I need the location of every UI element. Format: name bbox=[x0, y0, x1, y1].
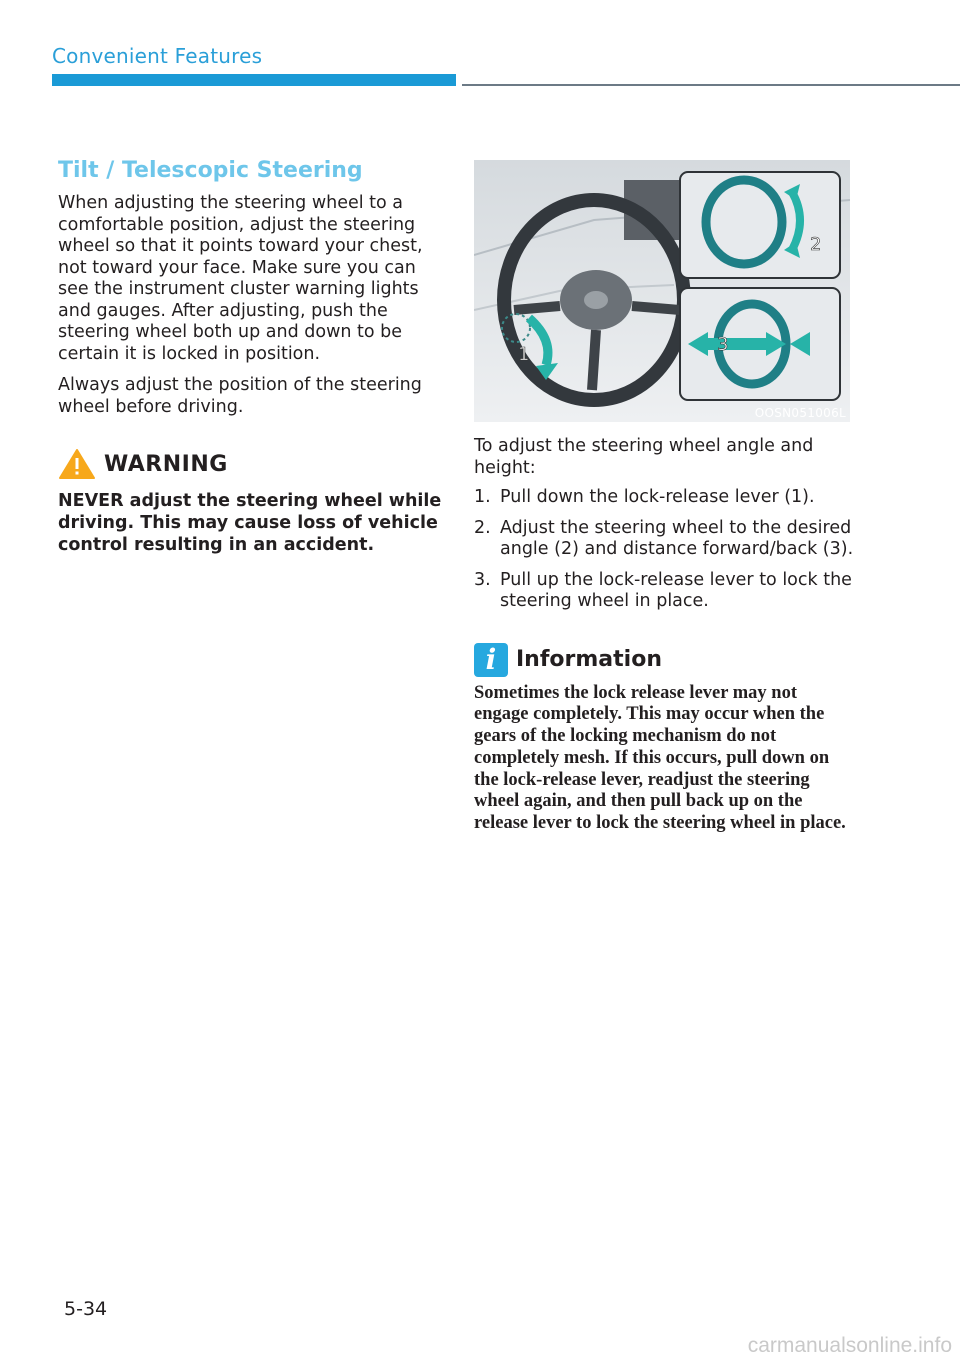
page-number: 5-34 bbox=[64, 1298, 108, 1320]
warning-text: NEVER adjust the steering wheel while driving. This may cause loss of vehicle control resulting in an accident. bbox=[58, 491, 442, 555]
warning-header bbox=[58, 448, 442, 480]
header-bar-rule bbox=[462, 84, 960, 86]
figure-code: OOSN051006L bbox=[754, 406, 846, 420]
information-header bbox=[474, 643, 854, 677]
callout-3: 3 bbox=[717, 334, 729, 355]
callout-1: 1 bbox=[518, 344, 530, 365]
warning-triangle-icon bbox=[58, 448, 96, 480]
information-title: Information bbox=[516, 647, 662, 672]
information-text: Sometimes the lock release lever may not engage completely. This may occur when the gears of the locking mechanism do not completely mesh. If this occurs, pull down on the lock-release lever, readjust the steering wheel again, and then pull back up on the release lever to lock the steering wheel in place. bbox=[474, 682, 846, 834]
step-item: 1. Pull down the lock-release lever (1). bbox=[474, 487, 815, 507]
step-item: 3. Pull up the lock-release lever to lock the steering wheel in place. bbox=[474, 569, 852, 611]
instructions-steps bbox=[474, 487, 854, 613]
right-column bbox=[474, 160, 854, 835]
reminder-paragraph: Always adjust the position of the steering wheel before driving. bbox=[58, 375, 422, 417]
steering-wheel-illustration bbox=[474, 160, 850, 422]
section-title: Tilt / Telescopic Steering bbox=[58, 158, 363, 183]
watermark: carmanualsonline.info bbox=[747, 1334, 952, 1357]
information-icon: i bbox=[474, 643, 508, 677]
header-bar-accent bbox=[52, 74, 456, 86]
header-title: Convenient Features bbox=[52, 44, 263, 68]
instructions-lead: To adjust the steering wheel angle and height: bbox=[474, 436, 814, 478]
callout-2: 2 bbox=[810, 234, 822, 255]
step-item: 2. Adjust the steering wheel to the desired angle (2) and distance forward/back (3). bbox=[474, 517, 854, 559]
warning-title: WARNING bbox=[104, 451, 228, 477]
steering-figure bbox=[474, 160, 850, 422]
intro-paragraph: When adjusting the steering wheel to a comfortable position, adjust the steering wheel so that it points toward your chest, not toward your face. Make sure you can see the instrument cluster warning lights and gauges. After adjusting, push the steering wheel both up and down to be certain it is locked in position. bbox=[58, 193, 423, 364]
left-column bbox=[58, 158, 442, 556]
